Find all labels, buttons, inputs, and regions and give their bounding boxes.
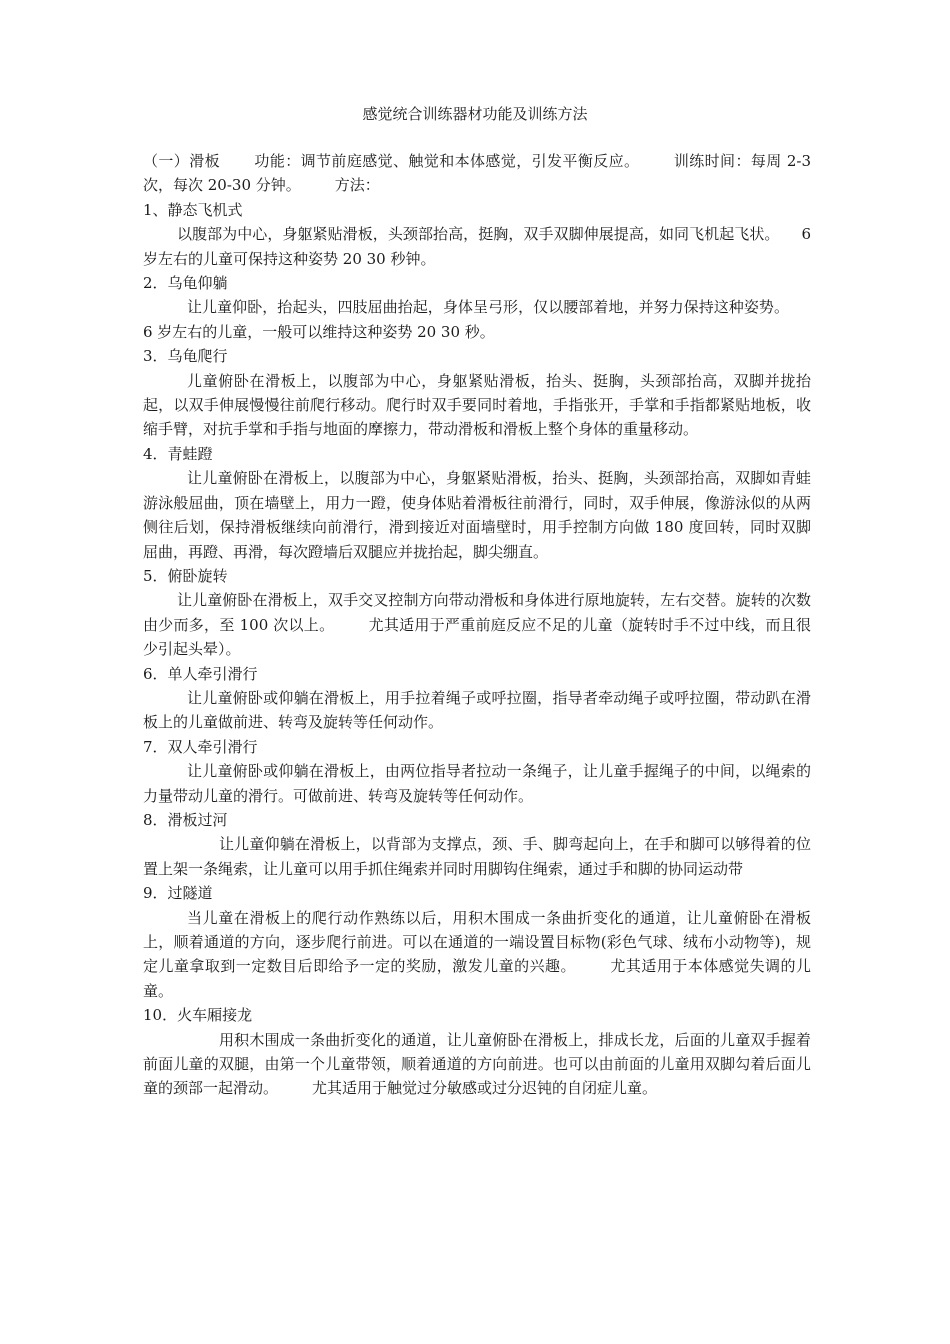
document-body bbox=[143, 149, 811, 1101]
section-text: 让儿童俯卧或仰躺在滑板上，由两位指导者拉动一条绳子，让儿童手握绳子的中间，以绳索的力量带动儿童的滑行。可做前进、转弯及旋转等任何动作。 bbox=[143, 762, 811, 805]
section-body bbox=[143, 466, 811, 564]
section-text: 以腹部为中心，身躯紧贴滑板，头颈部抬高，挺胸，双手双脚伸展提高，如同飞机起飞状。 bbox=[177, 225, 780, 244]
section-text: 尤其适用于严重前庭反应不足的儿童（旋转时手不过中线，而且很少引起头晕）。 bbox=[143, 615, 811, 659]
section-text: 用积木围成一条曲折变化的通道，让儿童俯卧在滑板上，排成长龙，后面的儿童双手握着前面儿童的双腿，由第一个儿童带领，顺着通道的方向前进。也可以由前面的儿童用双脚勾着后面儿童的颈部一起滑动。 bbox=[143, 1030, 811, 1098]
section-heading: 8．滑板过河 bbox=[143, 810, 228, 829]
section-heading: 9．过隧道 bbox=[143, 884, 213, 903]
section-text: 让儿童俯卧在滑板上，以腹部为中心，身躯紧贴滑板，抬头、挺胸，头颈部抬高，双脚如青蛙游泳般屈曲，顶在墙壁上，用力一蹬，使身体贴着滑板往前滑行，同时，双手伸展，像游泳似的从两侧往后划，保持滑板继续向前滑行，滑到接近对面墙壁时，用手控制方向做 180 度回转，同时双脚屈曲，再蹬、再滑，每次蹬墙后双腿应并拢抬起，脚尖绷直。 bbox=[143, 469, 811, 561]
intro-training-time: 训练时间：每周 2-3 次，每次 20-30 分钟。 bbox=[143, 152, 811, 195]
section-heading: 10．火车厢接龙 bbox=[143, 1006, 253, 1025]
intro-paragraph bbox=[143, 149, 811, 198]
section-text: 尤其适用于触觉过分敏感或过分迟钝的自闭症儿童。 bbox=[312, 1079, 658, 1098]
section-heading: 5．俯卧旋转 bbox=[143, 566, 228, 585]
intro-function: 功能：调节前庭感觉、触觉和本体感觉，引发平衡反应。 bbox=[254, 152, 640, 170]
section-heading: 7．双人牵引滑行 bbox=[143, 737, 258, 756]
section-heading: 3．乌龟爬行 bbox=[143, 347, 228, 366]
section-body bbox=[143, 295, 811, 344]
section-text: 尤其适用于本体感觉失调的儿童。 bbox=[143, 957, 811, 1000]
section-text: 让儿童俯卧在滑板上，双手交叉控制方向带动滑板和身体进行原地旋转，左右交替。旋转的次数由少而多，至 100 次以上。 bbox=[143, 591, 811, 634]
section-text: 让儿童仰卧，抬起头，四肢屈曲抬起，身体呈弓形，仅以腰部着地，并努力保持这种姿势。 bbox=[187, 298, 789, 317]
intro-method: 方法： bbox=[334, 176, 380, 195]
section-text: 当儿童在滑板上的爬行动作熟练以后，用积木围成一条曲折变化的通道，让儿童俯卧在滑板上，顺着通道的方向，逐步爬行前进。可以在通道的一端设置目标物(彩色气球、绒布小动物等)，规定儿童拿取到一定数目后即给予一定的奖励，激发儿童的兴趣。 bbox=[143, 908, 811, 976]
section-body bbox=[143, 759, 811, 808]
section-body bbox=[143, 1028, 811, 1101]
section-body bbox=[143, 369, 811, 442]
section-heading: 1、静态飞机式 bbox=[143, 200, 243, 219]
section-body bbox=[143, 906, 811, 1004]
section-text: 让儿童俯卧或仰躺在滑板上，用手拉着绳子或呼拉圈，指导者牵动绳子或呼拉圈，带动趴在滑板上的儿童做前进、转弯及旋转等任何动作。 bbox=[143, 688, 811, 732]
section-heading: 2．乌龟仰躺 bbox=[143, 274, 228, 293]
section-text: 6 岁左右的儿童可保持这种姿势 20 30 秒钟。 bbox=[143, 225, 811, 268]
document-title: 感觉统合训练器材功能及训练方法 bbox=[362, 105, 588, 123]
section-body bbox=[143, 222, 811, 271]
section-text: 儿童俯卧在滑板上，以腹部为中心，身躯紧贴滑板，抬头、挺胸，头颈部抬高，双脚并拢抬起，以双手伸展慢慢往前爬行移动。爬行时双手要同时着地，手指张开，手掌和手指都紧贴地板，收缩手臂，对抗手掌和手指与地面的摩擦力，带动滑板和滑板上整个身体的重量移动。 bbox=[143, 371, 811, 439]
section-text: 让儿童仰躺在滑板上，以背部为支撑点，颈、手、脚弯起向上，在手和脚可以够得着的位置上架一条绳索，让儿童可以用手抓住绳索并同时用脚钩住绳索，通过手和脚的协同运动带 bbox=[143, 835, 811, 878]
intro-equipment: （一）滑板 bbox=[143, 152, 221, 170]
section-text: 6 岁左右的儿童，一般可以维持这种姿势 20 30 秒。 bbox=[143, 322, 495, 341]
section-heading: 6．单人牵引滑行 bbox=[143, 664, 258, 683]
section-body bbox=[143, 588, 811, 661]
section-body bbox=[143, 832, 811, 881]
section-heading: 4．青蛙蹬 bbox=[143, 444, 213, 463]
section-body bbox=[143, 686, 811, 735]
